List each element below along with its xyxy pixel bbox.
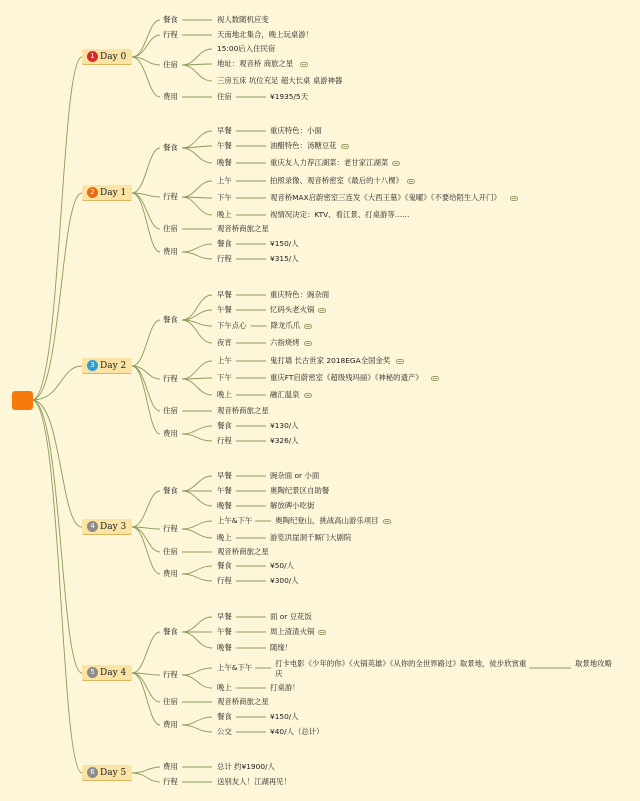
item-label[interactable]: 夜宵 bbox=[217, 338, 232, 347]
item-branch bbox=[182, 252, 212, 259]
link-icon[interactable] bbox=[396, 359, 404, 364]
item-branch bbox=[182, 574, 212, 581]
item-label[interactable]: 下午点心 bbox=[217, 321, 247, 330]
item-label[interactable]: 公交 bbox=[217, 727, 232, 736]
section-branch bbox=[132, 366, 160, 434]
item-label[interactable]: 餐食 bbox=[217, 239, 232, 248]
section-label[interactable]: 餐食 bbox=[163, 486, 178, 495]
item-branch bbox=[182, 476, 212, 491]
link-icon[interactable] bbox=[383, 519, 391, 524]
section-label[interactable]: 行程 bbox=[163, 30, 178, 39]
day-number-badge: 6 bbox=[87, 767, 98, 778]
item-value[interactable]: 重庆特色：小面 bbox=[270, 126, 322, 135]
item-label[interactable]: 晚餐 bbox=[217, 643, 232, 652]
section-label[interactable]: 费用 bbox=[163, 569, 178, 578]
section-branch bbox=[132, 57, 160, 97]
item-value[interactable]: 降龙爪爪 bbox=[270, 321, 301, 330]
section-label[interactable]: 住宿 bbox=[163, 547, 178, 556]
section-label[interactable]: 费用 bbox=[163, 762, 178, 771]
item-branch bbox=[182, 244, 212, 252]
item-label[interactable]: 行程 bbox=[217, 254, 232, 263]
item-value[interactable]: ¥300/人 bbox=[270, 576, 299, 585]
day-number-badge: 3 bbox=[87, 360, 98, 371]
section-branch bbox=[132, 20, 160, 57]
item-branch bbox=[182, 197, 212, 215]
section-branch bbox=[132, 35, 160, 57]
item-branch bbox=[182, 529, 212, 538]
item-branch bbox=[182, 310, 212, 320]
item-value[interactable]: ¥40/人（总计） bbox=[270, 727, 324, 736]
item-value[interactable]: 奥陶纪登山，挑战高山游乐项目 bbox=[275, 516, 379, 525]
link-icon[interactable] bbox=[431, 376, 439, 381]
section-label[interactable]: 住宿 bbox=[163, 224, 178, 233]
section-label[interactable]: 住宿 bbox=[163, 406, 178, 415]
root-branch bbox=[32, 400, 82, 673]
day-node-2[interactable] bbox=[82, 358, 132, 374]
item-value[interactable]: 视情况决定：KTV、看江景、打桌游等…… bbox=[270, 210, 410, 219]
section-label[interactable]: 费用 bbox=[163, 92, 178, 101]
item-value[interactable]: 总计 约¥1900/人 bbox=[217, 762, 275, 771]
day-number-badge: 5 bbox=[87, 667, 98, 678]
section-label[interactable]: 餐食 bbox=[163, 627, 178, 636]
day-node-5[interactable] bbox=[82, 765, 132, 781]
item-value[interactable]: ¥1935/5天 bbox=[270, 92, 309, 101]
link-icon[interactable] bbox=[407, 179, 415, 184]
item-label[interactable]: 午餐 bbox=[217, 141, 232, 150]
item-branch bbox=[182, 49, 212, 65]
section-branch bbox=[132, 193, 160, 229]
section-label[interactable]: 行程 bbox=[163, 374, 178, 383]
item-value[interactable]: 忆码头老火锅 bbox=[270, 305, 315, 314]
section-branch bbox=[132, 491, 160, 527]
section-label[interactable]: 餐食 bbox=[163, 15, 178, 24]
item-value[interactable]: 观音桥MAX启蔚密室三连发《大西王墓》《鬼曜》《不要给陌生人开门》 bbox=[270, 193, 501, 202]
link-icon[interactable] bbox=[341, 144, 349, 149]
root-branch bbox=[32, 193, 82, 400]
item-branch bbox=[182, 491, 212, 506]
section-label[interactable]: 餐食 bbox=[163, 143, 178, 152]
item-value[interactable]: 重庆FT启蔚密室《超级残玛丽》《神秘的遗产》 bbox=[270, 373, 423, 382]
item-label[interactable]: 早餐 bbox=[217, 612, 232, 621]
link-icon[interactable] bbox=[304, 324, 312, 329]
item-label[interactable]: 住宿 bbox=[217, 92, 232, 101]
item-value[interactable]: 周上渣渣火锅 bbox=[270, 627, 315, 636]
item-label[interactable]: 餐食 bbox=[217, 561, 232, 570]
day-number-badge: 2 bbox=[87, 187, 98, 198]
day-label: Day 1 bbox=[100, 188, 127, 198]
item-branch bbox=[182, 675, 212, 688]
item-label[interactable]: 下午 bbox=[217, 373, 232, 382]
section-label[interactable]: 住宿 bbox=[163, 697, 178, 706]
item-value[interactable]: 送别友人！江湖再见！ bbox=[217, 777, 291, 786]
section-branch bbox=[132, 673, 160, 725]
item-branch bbox=[182, 426, 212, 434]
item-branch bbox=[182, 181, 212, 197]
section-label[interactable]: 行程 bbox=[163, 524, 178, 533]
item-value[interactable]: 观音桥商旅之星 bbox=[217, 406, 269, 415]
root-node[interactable] bbox=[12, 391, 33, 410]
item-branch bbox=[182, 361, 212, 379]
item-branch bbox=[182, 65, 212, 81]
item-label[interactable]: 上午 bbox=[217, 176, 232, 185]
link-icon[interactable] bbox=[304, 341, 312, 346]
item-value[interactable]: 重庆特色：豌杂面 bbox=[270, 290, 330, 299]
item-branch bbox=[182, 131, 212, 148]
root-branch bbox=[32, 400, 82, 773]
section-branch bbox=[132, 773, 160, 782]
section-label[interactable]: 行程 bbox=[163, 192, 178, 201]
item-value[interactable]: ¥326/人 bbox=[270, 436, 299, 445]
item-branch bbox=[182, 434, 212, 441]
item-branch bbox=[182, 521, 212, 529]
section-label[interactable]: 住宿 bbox=[163, 60, 178, 69]
item-branch bbox=[182, 617, 212, 632]
day-label: Day 3 bbox=[100, 522, 127, 532]
item-branch bbox=[182, 295, 212, 320]
item-value[interactable]: 奥陶纪景区自助餐 bbox=[270, 486, 330, 495]
item-value[interactable]: 视人数随机应变 bbox=[217, 15, 269, 24]
link-icon[interactable] bbox=[392, 161, 400, 166]
item-label[interactable]: 上午&下午 bbox=[217, 663, 253, 672]
item-value[interactable]: 天南地北集合，晚上玩桌游！ bbox=[217, 30, 314, 39]
item-label[interactable]: 早餐 bbox=[217, 126, 232, 135]
item-value[interactable]: 豌杂面 or 小面 bbox=[270, 471, 320, 480]
day-node-1[interactable] bbox=[82, 185, 132, 201]
item-branch bbox=[182, 379, 212, 395]
day-node-0[interactable] bbox=[82, 49, 132, 65]
item-value[interactable]: 打桌游！ bbox=[270, 683, 300, 692]
item-value[interactable]: ¥150/人 bbox=[270, 239, 299, 248]
item-label[interactable]: 餐食 bbox=[217, 712, 232, 721]
day-label: Day 0 bbox=[100, 52, 127, 62]
item-value[interactable]: 重庆友人力荐江湖菜：老甘家江湖菜 bbox=[270, 158, 389, 167]
link-icon[interactable] bbox=[304, 393, 312, 398]
item-value[interactable]: ¥50/人 bbox=[270, 561, 294, 570]
section-branch bbox=[132, 767, 160, 773]
item-value[interactable]: ¥130/人 bbox=[270, 421, 299, 430]
item-label[interactable]: 晚上 bbox=[217, 533, 232, 542]
item-label[interactable]: 午餐 bbox=[217, 627, 232, 636]
item-value[interactable]: 15:00后入住民宿 bbox=[217, 44, 276, 53]
day-label: Day 5 bbox=[100, 768, 127, 778]
item-value[interactable]: 观音桥商旅之星 bbox=[217, 224, 269, 233]
day-node-4[interactable] bbox=[82, 665, 132, 681]
item-label[interactable]: 下午 bbox=[217, 193, 232, 202]
section-label[interactable]: 费用 bbox=[163, 720, 178, 729]
section-label[interactable]: 费用 bbox=[163, 429, 178, 438]
section-branch bbox=[132, 193, 160, 252]
day-label: Day 2 bbox=[100, 361, 127, 371]
item-value[interactable]: 三房五床 坑位充足 超大长桌 桌游神器 bbox=[217, 76, 343, 85]
item-label[interactable]: 午餐 bbox=[217, 486, 232, 495]
item-value[interactable]: 融汇温泉 bbox=[270, 390, 300, 399]
item-label[interactable]: 晚餐 bbox=[217, 158, 232, 167]
section-branch bbox=[132, 366, 160, 411]
item-branch bbox=[182, 148, 212, 163]
root-branch bbox=[32, 57, 82, 400]
item-value[interactable]: 游览洪崖洞千厮门大剧院 bbox=[270, 533, 352, 542]
day-number-badge: 1 bbox=[87, 51, 98, 62]
section-branch bbox=[132, 148, 160, 193]
item-value[interactable]: 面 or 豆花饭 bbox=[270, 612, 312, 621]
item-label[interactable]: 晚上 bbox=[217, 683, 232, 692]
item-label[interactable]: 午餐 bbox=[217, 305, 232, 314]
link-icon[interactable] bbox=[318, 308, 326, 313]
item-label[interactable]: 晚上 bbox=[217, 210, 232, 219]
item-value[interactable]: 打卡电影《少年的你》《火锅英雄》《从你的全世界路过》取景地，徒步欣赏重庆 bbox=[275, 659, 527, 678]
item-branch bbox=[182, 725, 212, 732]
item-value[interactable]: 解放碑小吃街 bbox=[270, 501, 315, 510]
section-branch bbox=[132, 632, 160, 673]
item-value[interactable]: 随缘！ bbox=[270, 643, 293, 652]
day-label: Day 4 bbox=[100, 668, 127, 678]
item-label[interactable]: 晚餐 bbox=[217, 501, 232, 510]
section-label[interactable]: 行程 bbox=[163, 777, 178, 786]
item-value[interactable]: ¥150/人 bbox=[270, 712, 299, 721]
item-label[interactable]: 行程 bbox=[217, 576, 232, 585]
extra-note[interactable]: 取景地攻略 bbox=[575, 659, 612, 668]
section-branch bbox=[132, 320, 160, 366]
section-label[interactable]: 餐食 bbox=[163, 315, 178, 324]
item-branch bbox=[182, 566, 212, 574]
item-value[interactable]: 观音桥商旅之星 bbox=[217, 547, 269, 556]
day-number-badge: 4 bbox=[87, 521, 98, 532]
section-label[interactable]: 行程 bbox=[163, 670, 178, 679]
link-icon[interactable] bbox=[300, 62, 308, 67]
link-icon[interactable] bbox=[510, 196, 518, 201]
item-value[interactable]: 六指烧烤 bbox=[270, 338, 300, 347]
item-branch bbox=[182, 668, 212, 675]
item-label[interactable]: 上午&下午 bbox=[217, 516, 253, 525]
item-value[interactable]: 地址：观音桥 商旅之星 bbox=[217, 59, 294, 68]
item-label[interactable]: 行程 bbox=[217, 436, 232, 445]
item-branch bbox=[182, 632, 212, 648]
item-label[interactable]: 早餐 bbox=[217, 290, 232, 299]
section-label[interactable]: 费用 bbox=[163, 247, 178, 256]
item-label[interactable]: 晚上 bbox=[217, 390, 232, 399]
item-value[interactable]: 鬼打墙 长古世家 2018EGA全国金奖 bbox=[270, 356, 391, 365]
item-value[interactable]: 观音桥商旅之星 bbox=[217, 697, 269, 706]
link-icon[interactable] bbox=[318, 630, 326, 635]
item-label[interactable]: 早餐 bbox=[217, 471, 232, 480]
item-value[interactable]: 拍照录像、观音桥密室《最后的十八棵》 bbox=[270, 176, 404, 185]
item-branch bbox=[182, 717, 212, 725]
item-value[interactable]: ¥315/人 bbox=[270, 254, 299, 263]
item-label[interactable]: 上午 bbox=[217, 356, 232, 365]
item-value[interactable]: 油醋特色：汤糖豆花 bbox=[270, 141, 337, 150]
item-label[interactable]: 餐食 bbox=[217, 421, 232, 430]
day-node-3[interactable] bbox=[82, 519, 132, 535]
